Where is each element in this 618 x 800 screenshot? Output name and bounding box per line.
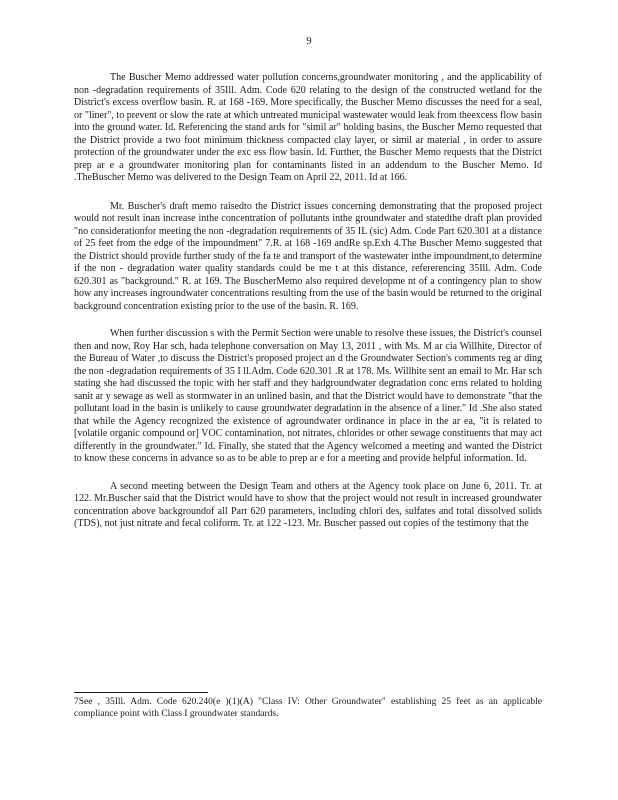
paragraph-draft-memo: Mr. Buscher's draft memo raisedto the District issues concerning demonstrating that the proposed project would not result inan increase inthe concentration of pollutants inthe groundwater and statedthe draft plan provided "no considerationfor meeting the non -degradation requirements of 35 IL (sic) Adm. Code Part 620.301 at a distance of 25 feet from the edge of the impoundment" 7.R. at 168 -169 andRe sp.Exh 4.The Buscher Memo suggested that the District should provide further study of the fa te and transport of the wastewater inthe impoundment,to determine if the non - degradation water quality standards could be me t at this distance, refererencing 35Ill. Adm. Code 620.301 as "background." R. at 169. The BuscherMemo also required developme nt of a contingency plan to show how any increases ingroundwater concentrations resulting from the use of the basin would be returned to the original background concentration existing prior to the use of the basin. R. 169. (74, 200, 542, 312)
page-number: 9 (306, 36, 312, 47)
footnote-divider (74, 692, 208, 693)
footnote-text: 7See , 35Ill. Adm. Code 620.240(e )(1)(A) "Class IV: Other Groundwater" establishing 25 feet as an applicable compliance point with Class I groundwater standards. (74, 697, 542, 719)
footnote (74, 697, 542, 720)
document-body (74, 72, 542, 546)
paragraph-second-meeting: A second meeting between the Design Team and others at the Agency took place on June 6, 2011. Tr. at 122. Mr.Buscher said that the District would have to show that the project would not result in increased groundwater concentration above backgroundof all Part 620 parameters, including chlori des, sulfates and total dissolved solids (TDS), not just nitrate and fecal coliform. Tr. at 122 -123. Mr. Buscher passed out copies of the testimony that the (74, 480, 542, 529)
paragraph-further-discussions: When further discussion s with the Permit Section were unable to resolve these issues, the District's counsel then and now, Roy Har sch, hada telephone conversation on May 13, 2011 , with Ms. M ar cia Willhite, Director of the Bureau of Water ,to discuss the District's proposed project an d the Groundwater Section's comments reg ar ding the non -degradation requirements of 35 I ll.Adm. Code 620.301 .R at 178. Ms. Willhite sent an email to Mr. Har sch stating she had discussed the topic with her staff and they hadgroundwater degradation conc erns related to holding sanit ar y sewage as well as stormwater in an unlined basin, and that the District would have to demonstrate "that the pollutant load in the basin is unlikely to cause groundwater degradation in the absence of a liner." Id .She also stated that while the Agency recognized the existence of agroundwater ordinance in place in the ar ea, "it is related to [volatile organic compound or] VOC contamination, not nitrates, chlorides or other sewage constituents that may act differently in the groundwater." Id. Finally, she stated that the Agency welcomed a meeting and wanted the District to know these concerns in advance so as to be able to prep ar e for a meeting and provide helpful information. Id. (74, 328, 542, 464)
paragraph-buscher-memo: The Buscher Memo addressed water pollution concerns,groundwater monitoring , and the applicability of non -degradation requirements of 35Ill. Adm. Code 620 relating to the design of the constructed wetland for the District's excess overflow basin. R. at 168 -169. More specifically, the Buscher Memo discusses the need for a seal, or "liner", to prevent or slow the rate at which untreated municipal wastewater would leak from theexcess flow basin into the ground water. Id. Referencing the stand ards for "simil ar" holding basins, the Buscher Memo requested that the District provide a two foot minimum thickness compacted clay layer, or simil ar material , in order to assure protection of the groundwater under the exc ess flow basin. Id. Further, the Buscher Memo requests that the District prep ar e a groundwater monitoring plan for contaminants listed in an addendum to the Buscher Memo. Id .TheBuscher Memo was delivered to the Design Team on April 22, 2011. Id at 166. (74, 72, 542, 183)
